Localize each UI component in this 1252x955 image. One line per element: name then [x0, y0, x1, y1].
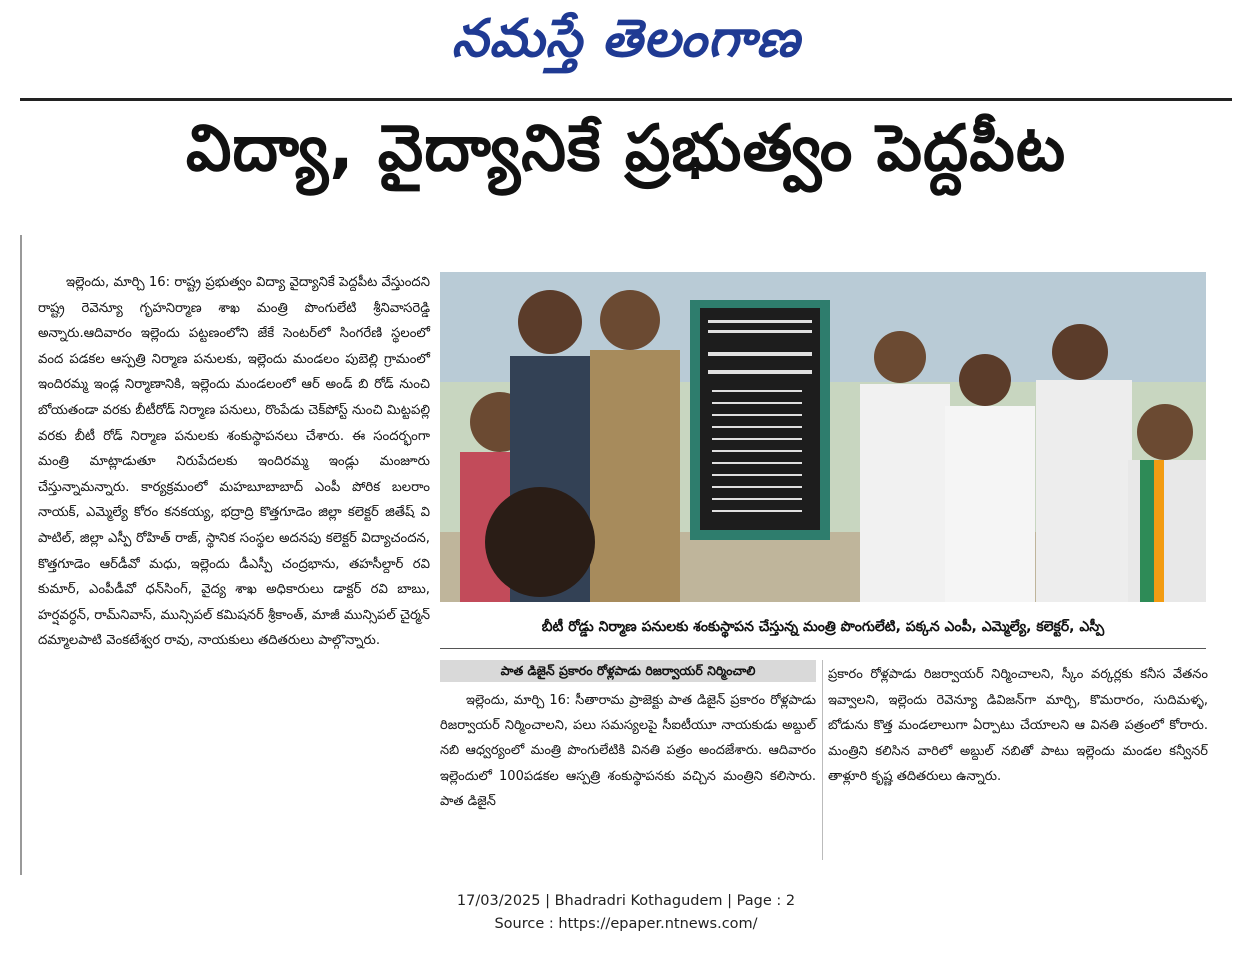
column-divider [822, 660, 823, 860]
sub-article-title: పాత డిజైన్ ప్రకారం రోళ్లపాడు రిజర్వాయర్ నిర్మించాలి [440, 660, 816, 682]
sub-article-column-2 [828, 662, 1208, 790]
article-body-column [38, 270, 430, 654]
sub-article-text-2: ప్రకారం రోళ్లపాడు రిజర్వాయర్ నిర్మించాలని, స్కీం వర్కర్లకు కనీస వేతనం ఇవ్వాలని, ఇల్లెందు రెవెన్యూ డివిజన్‌గా మార్చి, కొమరారం, సుదిమళ్ళ, బోడును కొత్త మండలాలుగా ఏర్పాటు చేయాలని ఆ వినతి పత్రంలో కోరారు. మంత్రిని కలిసిన వారిలో అబ్దుల్ నబితో పాటు ఇల్లెందు మండల కన్వీనర్ తాళ్లూరి కృష్ణ తదితరులు ఉన్నారు. [828, 667, 1208, 785]
caption-divider [440, 648, 1206, 649]
left-column-rule [20, 235, 22, 875]
news-photo [440, 272, 1206, 602]
article-body-text: ఇల్లెందు, మార్చి 16: రాష్ట్ర ప్రభుత్వం విద్యా వైద్యానికే పెద్దపీట వేస్తుందని రాష్ట్ర రెవెన్యూ గృహనిర్మాణ శాఖ మంత్రి పొంగులేటి శ్రీనివాసరెడ్డి అన్నారు.ఆదివారం ఇల్లెందు పట్టణంలోని జేకే సెంటర్‌లో సింగరేణి స్థలంలో వంద పడకల ఆస్పత్రి నిర్మాణ పనులకు, ఇల్లెందు మండలం పుబెల్లి గ్రామంలో ఇందిరమ్మ ఇండ్ల నిర్మాణానికి, ఇల్లెందు మండలంలో ఆర్ అండ్ బి రోడ్ నుంచి బోయతండా వరకు బీటీరోడ్ నిర్మాణ పనులు, రొంపేడు చెక్‌పోస్ట్ నుంచి మిట్టపల్లి వరకు బీటీ రోడ్ నిర్మాణ పనులకు శంకుస్థాపనలు చేశారు. ఈ సందర్భంగా మంత్రి మాట్లాడుతూ నిరుపేదలకు ఇందిరమ్మ ఇండ్లు మంజూరు చేస్తున్నామన్నారు. కార్యక్రమంలో మహబూబాబాద్ ఎంపీ పోరిక బలరాం నాయక్, ఎమ్మెల్యే కోరం కనకయ్య, భద్రాద్రి కొత్తగూడెం జిల్లా కలెక్టర్ జితేష్ వి పాటిల్, జిల్లా ఎస్పీ రోహిత్ రాజ్, స్థానిక సంస్థల అదనపు కలెక్టర్ విద్యాచందన, కొత్తగూడెం ఆర్‌డీవో మధు, ఇల్లెందు డీఎస్పీ చంద్రభాను, తహసీల్దార్ రవి కుమార్, ఎంపీడీవో ధన్‌సింగ్, వైద్య శాఖ అధికారులు డాక్టర్ రవి బాబు, హర్షవర్ధన్, రామ్‌నివాస్, మున్సిపల్ కమిషనర్ శ్రీకాంత్, మాజీ మున్సిపల్ చైర్మన్ దమ్మాలపాటి వెంకటేశ్వర రావు, నాయకులు తదితరులు పాల్గొన్నారు. [38, 275, 430, 649]
footer-edition-info: 17/03/2025 | Bhadradri Kothagudem | Page : 2 [456, 893, 796, 909]
sub-article-column-1 [440, 688, 816, 814]
footer-source-link[interactable]: Source : https://epaper.ntnews.com/ [494, 916, 758, 932]
masthead-divider [20, 98, 1232, 101]
article-headline: విద్యా, వైద్యానికే ప్రభుత్వం పెద్దపీట [185, 112, 1067, 186]
photo-illustration [440, 272, 1206, 602]
sub-article-text-1: ఇల్లెందు, మార్చి 16: సీతారామ ప్రాజెక్టు పాత డిజైన్ ప్రకారం రోళ్లపాడు రిజర్వాయర్ నిర్మించాలని, పలు సమస్యలపై సీఐటీయూ నాయకుడు అబ్దుల్ నబి ఆధ్వర్యంలో మంత్రి పొంగులేటికి వినతి పత్రం అందజేశారు. ఆదివారం ఇల్లెందులో 100పడకల ఆస్పత్రి శంకుస్థాపనకు వచ్చిన మంత్రిని కలిసారు. పాత డిజైన్ [440, 693, 816, 809]
photo-caption: బీటీ రోడ్డు నిర్మాణ పనులకు శంకుస్థాపన చేస్తున్న మంత్రి పొంగులేటి, పక్కన ఎంపీ, ఎమ్మెల్యే, కలెక్టర్, ఎస్పీ [541, 619, 1105, 635]
newspaper-masthead: నమస్తే తెలంగాణ [451, 8, 801, 69]
